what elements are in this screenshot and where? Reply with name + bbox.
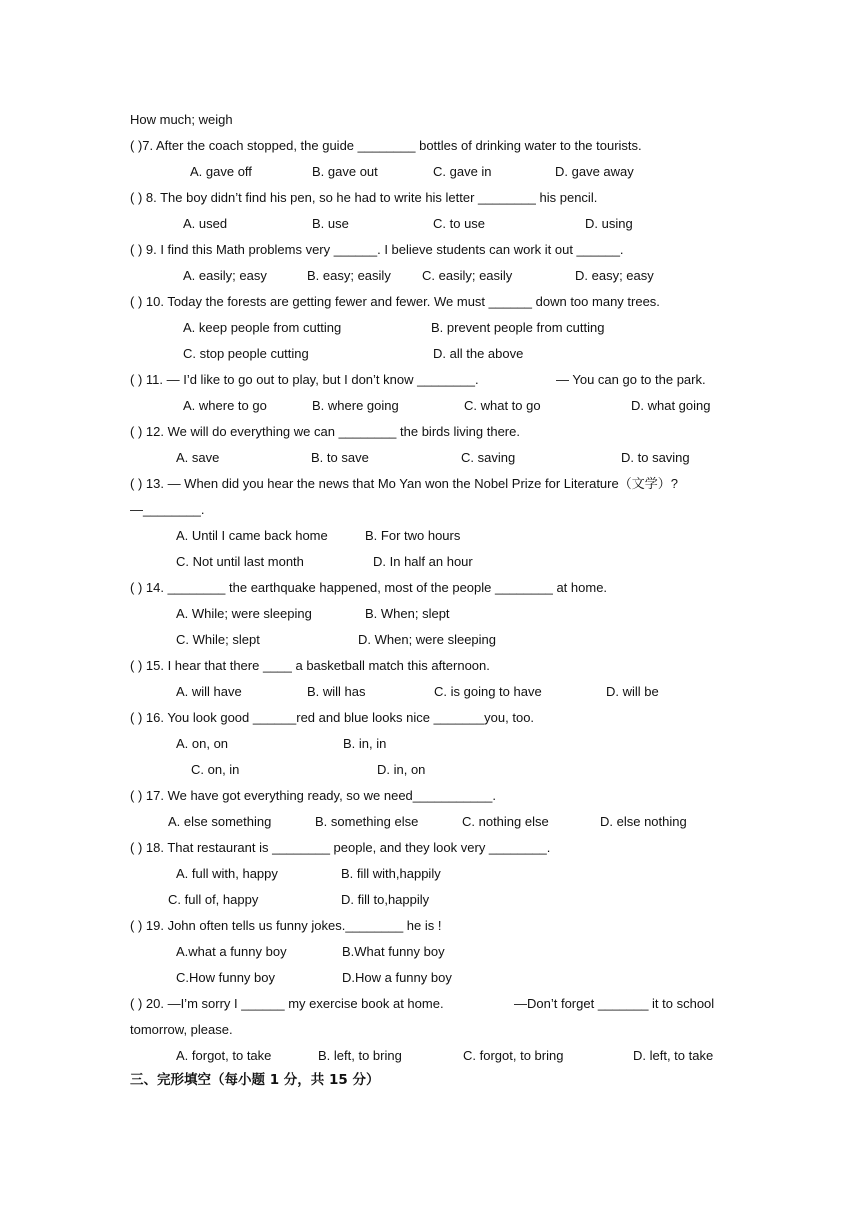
question-11-reply: — You can go to the park.	[556, 372, 706, 387]
question-18-stem: ( ) 18. That restaurant is ________ people, and they look very ________.	[130, 840, 551, 855]
question-12-option-a[interactable]: A. save	[176, 450, 220, 465]
question-7-stem: ( )7. After the coach stopped, the guide ________ bottles of drinking water to the tourists.	[130, 138, 642, 153]
question-18-option-d[interactable]: D. fill to,happily	[341, 892, 430, 907]
question-14-stem: ( ) 14. ________ the earthquake happened, most of the people ________ at home.	[130, 580, 608, 595]
question-13-answer-line: —________.	[130, 502, 205, 517]
question-19-option-d[interactable]: D.How a funny boy	[342, 970, 452, 985]
question-15-stem: ( ) 15. I hear that there ____ a basketball match this afternoon.	[130, 658, 490, 673]
question-7-option-a[interactable]: A. gave off	[190, 164, 252, 179]
question-8-option-c[interactable]: C. to use	[433, 216, 486, 231]
question-16-stem: ( ) 16. You look good ______red and blue looks nice _______you, too.	[130, 710, 535, 725]
question-8-option-b[interactable]: B. use	[312, 216, 349, 231]
question-11-option-c[interactable]: C. what to go	[464, 398, 541, 413]
question-17-option-a[interactable]: A. else something	[168, 814, 272, 829]
question-19-option-b[interactable]: B.What funny boy	[342, 944, 445, 959]
question-20-option-b[interactable]: B. left, to bring	[318, 1048, 402, 1063]
question-13-option-b[interactable]: B. For two hours	[365, 528, 461, 543]
question-14-option-a[interactable]: A. While; were sleeping	[176, 606, 312, 621]
question-9-option-d[interactable]: D. easy; easy	[575, 268, 654, 283]
question-19-stem: ( ) 19. John often tells us funny jokes.________ he is !	[130, 918, 442, 933]
question-12-option-b[interactable]: B. to save	[311, 450, 369, 465]
question-9-option-b[interactable]: B. easy; easily	[307, 268, 391, 283]
question-18-option-a[interactable]: A. full with, happy	[176, 866, 278, 881]
question-13-option-a[interactable]: A. Until I came back home	[176, 528, 328, 543]
question-7-option-d[interactable]: D. gave away	[555, 164, 634, 179]
question-18-option-c[interactable]: C. full of, happy	[168, 892, 259, 907]
question-17-option-b[interactable]: B. something else	[315, 814, 419, 829]
question-15-option-b[interactable]: B. will has	[307, 684, 366, 699]
question-11-stem: ( ) 11. — I’d like to go out to play, but I don’t know ________.	[130, 372, 479, 387]
question-12-stem: ( ) 12. We will do everything we can ________ the birds living there.	[130, 424, 520, 439]
question-10-option-a[interactable]: A. keep people from cutting	[183, 320, 342, 335]
question-11-option-d[interactable]: D. what going	[631, 398, 711, 413]
question-16-option-b[interactable]: B. in, in	[343, 736, 387, 751]
question-8-stem: ( ) 8. The boy didn’t find his pen, so he had to write his letter ________ his pencil.	[130, 190, 598, 205]
question-11-option-b[interactable]: B. where going	[312, 398, 399, 413]
question-13-option-d[interactable]: D. In half an hour	[373, 554, 473, 569]
question-20-option-d[interactable]: D. left, to take	[633, 1048, 714, 1063]
question-8-option-d[interactable]: D. using	[585, 216, 633, 231]
question-18-option-b[interactable]: B. fill with,happily	[341, 866, 441, 881]
question-20-stem-continued: tomorrow, please.	[130, 1022, 233, 1037]
question-19-option-c[interactable]: C.How funny boy	[176, 970, 275, 985]
question-19-option-a[interactable]: A.what a funny boy	[176, 944, 287, 959]
question-14-option-c[interactable]: C. While; slept	[176, 632, 260, 647]
question-17-option-d[interactable]: D. else nothing	[600, 814, 687, 829]
question-10-stem: ( ) 10. Today the forests are getting fewer and fewer. We must ______ down too many trees.	[130, 294, 660, 309]
question-12-option-d[interactable]: D. to saving	[621, 450, 690, 465]
question-10-option-b[interactable]: B. prevent people from cutting	[431, 320, 605, 335]
question-16-option-c[interactable]: C. on, in	[191, 762, 240, 777]
question-14-option-d[interactable]: D. When; were sleeping	[358, 632, 497, 647]
question-7-option-c[interactable]: C. gave in	[433, 164, 492, 179]
question-17-option-c[interactable]: C. nothing else	[462, 814, 549, 829]
question-16-option-a[interactable]: A. on, on	[176, 736, 229, 751]
question-20-option-a[interactable]: A. forgot, to take	[176, 1048, 272, 1063]
question-10-option-d[interactable]: D. all the above	[433, 346, 524, 361]
question-13-option-c[interactable]: C. Not until last month	[176, 554, 304, 569]
question-15-option-a[interactable]: A. will have	[176, 684, 242, 699]
top-line: How much; weigh	[130, 112, 233, 127]
question-20-stem: ( ) 20. —I’m sorry I ______ my exercise book at home.	[130, 996, 444, 1011]
question-8-option-a[interactable]: A. used	[183, 216, 228, 231]
question-16-option-d[interactable]: D. in, on	[377, 762, 426, 777]
question-15-option-c[interactable]: C. is going to have	[434, 684, 542, 699]
question-13-stem: ( ) 13. — When did you hear the news that Mo Yan won the Nobel Prize for Literature（文学）?	[130, 476, 678, 491]
section-heading: 三、完形填空（每小题 1 分，共 15 分）	[130, 1072, 380, 1088]
question-14-option-b[interactable]: B. When; slept	[365, 606, 450, 621]
question-9-option-c[interactable]: C. easily; easily	[422, 268, 513, 283]
question-10-option-c[interactable]: C. stop people cutting	[183, 346, 309, 361]
question-15-option-d[interactable]: D. will be	[606, 684, 659, 699]
question-7-option-b[interactable]: B. gave out	[312, 164, 378, 179]
question-20-reply: —Don’t forget _______ it to school	[514, 996, 715, 1011]
question-12-option-c[interactable]: C. saving	[461, 450, 516, 465]
question-20-option-c[interactable]: C. forgot, to bring	[463, 1048, 564, 1063]
question-17-stem: ( ) 17. We have got everything ready, so we need___________.	[130, 788, 496, 803]
question-11-option-a[interactable]: A. where to go	[183, 398, 267, 413]
question-9-option-a[interactable]: A. easily; easy	[183, 268, 267, 283]
question-9-stem: ( ) 9. I find this Math problems very ______. I believe students can work it out ______.	[130, 242, 624, 257]
